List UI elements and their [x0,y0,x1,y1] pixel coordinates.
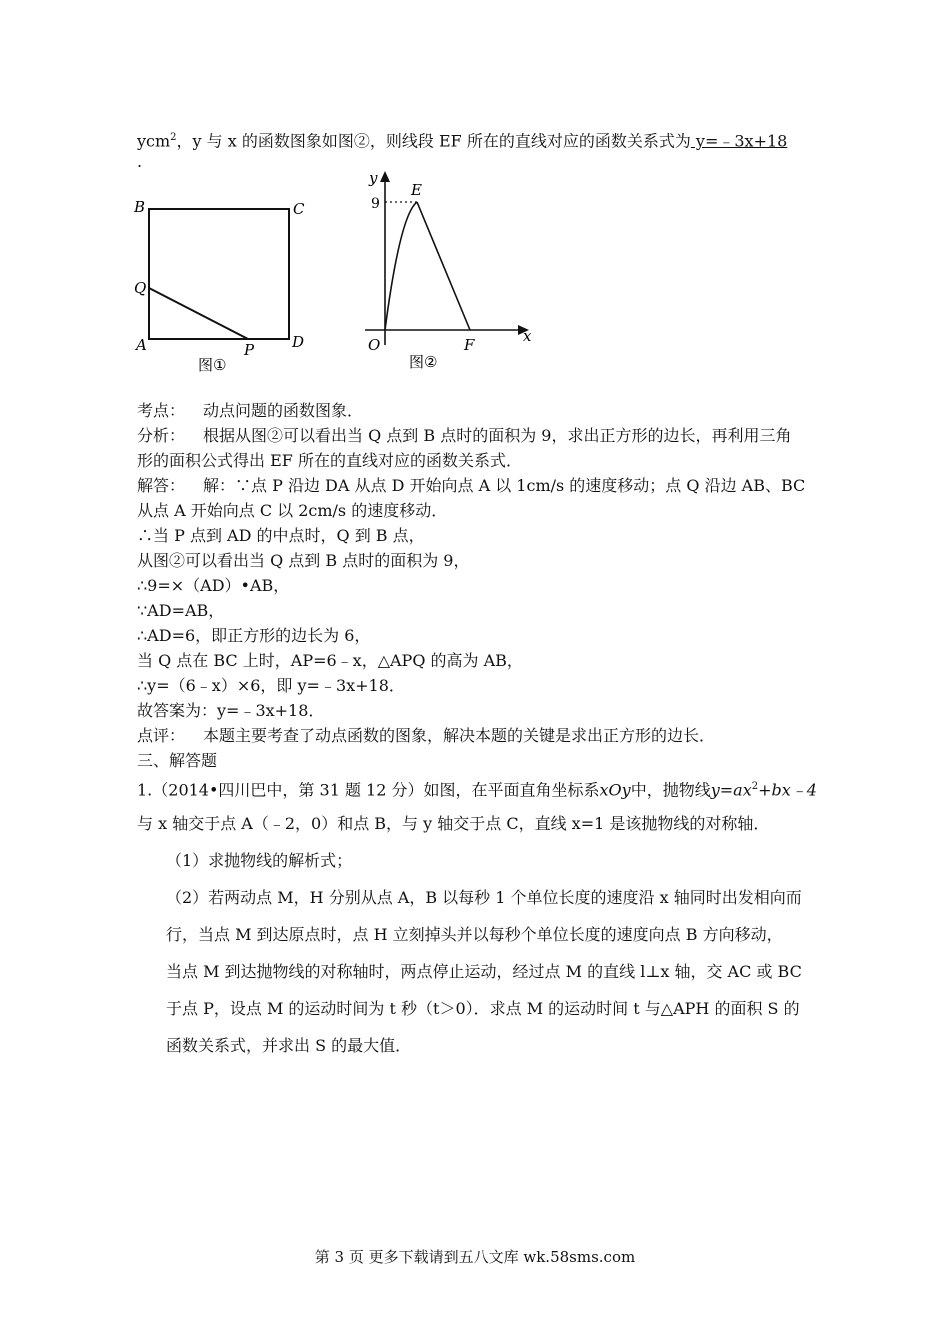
problem-line-1 [137,776,817,801]
figure-2 [355,165,550,380]
step-1: ∴当 P 点到 AD 的中点时，Q 到 B 点， [137,526,425,545]
step-3: ∴9=×（AD）•AB， [137,576,290,595]
step-4: ∵AD=AB， [137,601,225,620]
point-f-label: F [464,336,475,354]
kaodian-row [137,400,363,422]
point-p-label: P [244,341,255,359]
answer-line-sup: 2 [170,132,177,143]
fenxi-label: 分析： [137,426,186,445]
figure-2-caption: 图② [409,353,438,371]
section-title: 三、解答题 [137,751,218,770]
segment-ef [417,202,470,330]
fenxi-text-2: 形的面积公式得出 EF 所在的直线对应的函数关系式． [137,451,522,470]
point-d-label: D [292,333,305,351]
problem-formula-sup: 2 [751,781,759,792]
curve-oe [385,202,417,330]
x-axis-label: x [523,327,532,345]
fenxi-text-1: 根据从图②可以看出当 Q 点到 B 点时的面积为 9，求出正方形的边长，再利用三角 [203,426,792,445]
problem-mid: 中，抛物线 [630,780,711,800]
page-footer: 第 3 页 更多下载请到五八文库 wk.58sms.com [314,1248,636,1266]
problem-xoy: xOy [599,780,631,800]
answer-line-dot: . [137,152,143,171]
problem-formula: y=ax [710,780,752,800]
step-5: ∴AD=6，即正方形的边长为 6， [137,626,371,645]
problem-formula-end: +bx﹣4 [758,780,817,800]
jieda-label: 解答： [137,476,186,495]
step-2: 从图②可以看出当 Q 点到 B 点时的面积为 9， [137,551,470,570]
point-c-label: C [293,200,305,218]
figure-1-caption: 图① [198,356,227,374]
answer-line-text: ，y 与 x 的函数图象如图②，则线段 EF 所在的直线对应的函数关系式为 [176,131,691,151]
answer-blank: y=﹣3x+18 [690,131,788,151]
origin-label: O [368,336,381,354]
kaodian-label: 考点： [137,401,186,420]
figure-1 [130,192,320,382]
y-axis-label: y [369,169,378,187]
point-a-label: A [136,336,147,354]
dianping-text: 本题主要考查了动点函数的图象，解决本题的关键是求出正方形的边长． [203,726,716,745]
step-6: 当 Q 点在 BC 上时，AP=6﹣x，△APQ 的高为 AB， [137,651,523,670]
question-2-line-5: 函数关系式，并求出 S 的最大值． [166,1036,412,1055]
answer-line [137,127,787,152]
problem-prefix: 1.（2014•四川巴中，第 31 题 12 分）如图，在平面直角坐标系 [137,780,600,800]
square-abcd [149,209,289,339]
point-b-label: B [134,198,146,216]
jieda-text-1: 解：∵点 P 沿边 DA 从点 D 开始向点 A 以 1cm/s 的速度移动；点 Q 沿边 AB、BC [203,476,806,495]
question-2-line-3: 当点 M 到达抛物线的对称轴时，两点停止运动，经过点 M 的直线 l⊥x 轴，交 AC 或 BC [166,962,802,981]
question-2-line-1: （2）若两动点 M，H 分别从点 A，B 以每秒 1 个单位长度的速度沿 x 轴同时出发相向而 [166,888,802,907]
question-2-line-4: 于点 P，设点 M 的运动时间为 t 秒（t＞0）．求点 M 的运动时间 t 与△APH 的面积 S 的 [166,999,800,1018]
kaodian-text: 动点问题的函数图象． [203,401,364,420]
jieda-text-2: 从点 A 开始向点 C 以 2cm/s 的速度移动． [137,501,448,520]
segment-qp [149,288,248,339]
step-8: 故答案为：y=﹣3x+18． [137,701,325,720]
point-e-label: E [411,181,422,199]
question-2-line-2: 行，当点 M 到达原点时，点 H 立刻掉头并以每秒个单位长度的速度向点 B 方向移动， [166,925,783,944]
dianping-label: 点评： [137,726,186,745]
y-axis-arrow [380,171,390,182]
fenxi-row [137,425,792,447]
answer-line-prefix: ycm [137,131,171,151]
dianping-row [137,725,715,747]
question-1: （1）求抛物线的解析式； [166,851,353,870]
point-q-label: Q [134,279,147,297]
nine-label: 9 [371,196,380,212]
jieda-row [137,475,805,497]
problem-line-2: 与 x 轴交于点 A（﹣2，0）和点 B，与 y 轴交于点 C，直线 x=1 是该抛物线的对称轴． [137,814,770,833]
step-7: ∴y=（6﹣x）×6，即 y=﹣3x+18． [137,676,405,695]
